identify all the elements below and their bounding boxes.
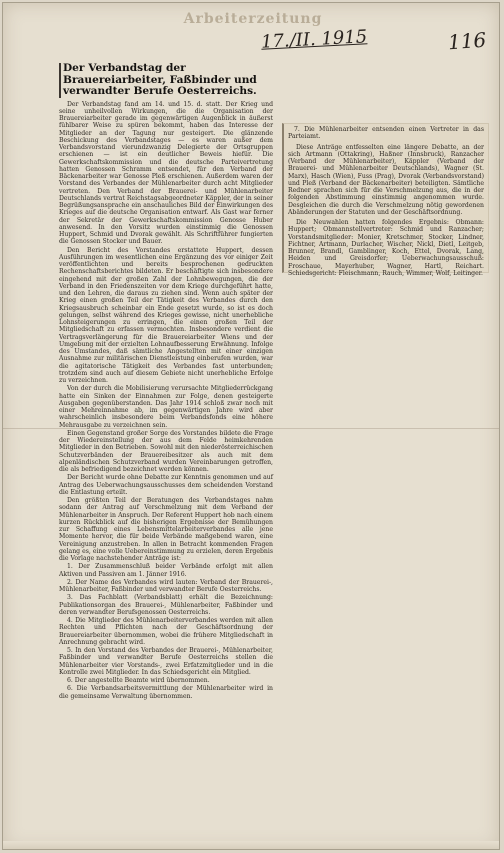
sidebar-paragraph: 7. Die Mühlenarbeiter entsenden einen Vertreter in das Parteiamt. — [288, 126, 484, 141]
article-paragraph: 6. Der angestellte Beamte wird übernommen. — [67, 677, 210, 684]
article-paragraph: 2. Der Name des Verbandes wird lauten: Verband der Brauerei-, Mühlenarbeiter, Faßbinder und verwandter Berufe Oesterreichs. — [59, 578, 273, 593]
article-title: Der Verbandstag der Brauereiarbeiter, Faßbinder und verwandter Berufe Oesterreichs. — [59, 63, 273, 98]
article-paragraph: Der Bericht wurde ohne Debatte zur Kenntnis genommen und auf Antrag des Ueberwachungsausschusses dem scheidenden Vorstand die Entlastung erteilt. — [59, 474, 273, 496]
article-paragraph: 1. Der Zusammenschluß beider Verbände erfolgt mit allen Aktiven und Passiven am 1. Jänner 1916. — [59, 563, 273, 578]
sidebar-clipping — [282, 123, 489, 277]
sidebar-paragraph: Die Neuwahlen hatten folgendes Ergebnis: Obmann: Huppert; Obmannstellvertreter: Schmid und Ranzacher; Vorstandsmitglieder: Monier, Kretschmer, Stocker, Lindner, Fichtner, Artmann, Durlacher, Wischer, Nickl, Dietl, Leitgeb, Brunner, Brandl, Gamblinger, Koch, Ettel, Dvorak, Lang, Heiden und Greisdorfer; Ueberwachungsausschuß: Froschaue, Mayerhuber, Wagner, Hartl, Reichart. Schiedsgericht: Fleischmann, Rauch, Wimmer, Wolf, Leitinger. — [288, 219, 484, 277]
article-paragraph: Von der durch die Mobilisierung verursachte Mitgliederrückgang hatte ein Sinken der Einnahmen zur Folge, denen gesteigerte Ausgaben gegenüberstanden. Das Jahr 1914 schloß zwar noch mit einer Mehreinnahme ab, im gegenwärtigen Jahre wird aber wahrscheinlich insbesondere beim Verbandsfonds eine höhere Mehrausgabe zu verzeichnen sein. — [59, 385, 273, 429]
handwritten-date: 17./II. 1915 — [260, 26, 368, 53]
article-paragraph: Den Bericht des Vorstandes erstattete Huppert, dessen Ausführungen im wesentlichen eine Ergänzung des vor einiger Zeit veröffentlichten und bereits besprochenen gedruckten Rechenschaftsberichtes bildeten. Er beschäftigte sich insbesondere eingehend mit der großen Zahl der Lohnbewegungen, die der Verband in den Friedenszeiten vor dem Kriege durchgeführt hatte, und den Lehren, die daraus zu ziehen sind. Wenn auch später der Krieg einen großen Teil der Tätigkeit des Verbandes durch den Kriegsausbruch scheinbar ein Ende gesetzt wurde, so ist es doch gelungen, selbst während des Krieges gewisse, nicht unerhebliche Lohnsteigerungen zu erringen, die einen großen Teil der Mitgliedschaft zu erfassen vermochten. Insbesondere verdient die Vertragsverlängerung für die Brauereiarbeiter Wiens und der Umgebung mit der erzielten Lohnaufbesserung Erwähnung. Infolge des Umstandes, daß sämtliche Angestellten mit einer einzigen Ausnahme zur militärischen Dienstleistung einberufen wurden, war die agitatorische Tätigkeit des Verbandes fast unterbunden; trotzdem sind auch auf diesem Gebiete nicht unerhebliche Erfolge zu verzeichnen. — [59, 246, 273, 384]
paper-edge — [3, 841, 499, 849]
article-paragraph: 4. Die Mitglieder des Mühlenarbeiterverbandes werden mit allen Rechten und Pflichten nach der Geschäftsordnung der Brauereiarbeiter übernommen, wobei die frühere Mitgliedschaft in Anrechnung gebracht wird. — [59, 617, 273, 646]
handwritten-number: 116 — [447, 27, 487, 55]
article-paragraph: 5. In den Vorstand des Verbandes der Brauerei-, Mühlenarbeiter, Faßbinder und verwandter Berufe Oesterreichs stellen die Mühlenarbeiter vier Vorstands-, zwei Erfatzmitglieder und in die Kontrolle zwei Mitglieder. In das Schiedsgericht ein Mitglied. — [59, 647, 273, 676]
article-paragraph: 3. Das Fachblatt (Verbandsblatt) erhält die Bezeichnung: Publikationsorgan des Brauerei-, Mühlenarbeiter, Faßbinder und deren verwandter Berufsgenossen Oesterreichs. — [59, 594, 273, 616]
article-paragraph: 6. Die Verbandsarbeitsvermittlung der Mühlenarbeiter wird in die gemeinsame Verwaltung übernommen. — [59, 685, 273, 700]
article-paragraph: Der Verbandstag fand am 14. und 15. d. statt. Der Krieg und seine unheilvollen Wirkungen, die die Organisation der Brauereiarbeiter gerade im gegenwärtigen Augenblick in äußerst fühlbarer Weise zu spüren bekommt, haben das Interesse der Mitglieder an der Tagung nur gesteigert. Die glänzende Beschickung des Verbandstages — es waren außer dem Verbandsvorstand vierundzwanzig Delegierte der Ortsgruppen erschienen — ist ein deutlicher Beweis hiefür. Die Gewerkschaftskommission und die deutsche Parteivertretung hatten Genossen Schramm entsendet, für den Verband der Bäckenarbeiter war Genosse Pleß erschienen. Außerdem waren der Vorstand des Verbandes der Mühlenarbeiter durch acht Mitglieder vertreten. Den Verband der Brauerei- und Mühlenarbeiter Deutschlands vertrat Reichstagsabgeordneter Käppler, der in seiner Begrüßungsansprache ein anschauliches Bild der Einwirkungen des Krieges auf die deutsche Organisation entwarf. Als Gast war ferner der Sekretär der Gewerkschaftskommission Genosse Huber anwesend. In den Vorsitz wurden einstimmig die Genossen Huppert, Schmid und Dvorak gewählt. Als Schriftführer fungierten die Genossen Stocker und Bauer. — [59, 100, 273, 246]
article-column — [59, 63, 273, 813]
article-paragraph: Den größten Teil der Beratungen des Verbandstages nahm sodann der Antrag auf Verschmelzung mit dem Verband der Mühlenarbeiter in Anspruch. Der Referent Huppert hob nach einem kurzen Rückblick auf die bisherigen Ergebnisse der Bemühungen zur Schaffung eines Lebensmittelarbeiterverbandes alle jene Momente hervor, die für beide Verbände maßgebend waren, eine Vereinigung anzustreben. In allen in Betracht kommenden Fragen gelang es, eine volle Uebereinstimmung zu erzielen, deren Ergebnis die Vorlage nachstehender Anträge ist: — [59, 497, 273, 562]
clipping-sheet — [2, 2, 500, 850]
masthead: Arbeiterzeitung — [183, 11, 323, 27]
article-paragraph: Einen Gegenstand großer Sorge des Vorstandes bildete die Frage der Wiedereinstellung der aus dem Felde heimkehrenden Mitglieder in den Betrieben. Sowohl mit den niederösterreichischen Schutzverbänden der Brauereibesitzer als auch mit dem alpenländischen Schutzverband wurden Vereinbarungen getroffen, die als befriedigend bezeichnet werden können. — [59, 429, 273, 473]
sidebar-paragraph: Diese Anträge entfesselten eine längere Debatte, an der sich Artmann (Ottakring), Haßner (Innsbruck), Ranzacher (Verband der Mühlenarbeiter), Käppler (Verband der Brauerei- und Mühlenarbeiter Deutschlands), Wagner (St. Marx), Hasch (Wien), Fuss (Prag), Dvorak (Verbandsvorstand) und Pleß (Verband der Bäckenarbeiter) beteiligten. Sämtliche Redner sprachen sich für die Verschmelzung aus, die in der folgenden Abstimmung einstimmig angenommen wurde. Desgleichen die durch die Verschmelzung nötig gewordenen Abänderungen der Statuten und der Geschäftsordnung. — [288, 143, 484, 216]
paper-fold — [3, 428, 499, 429]
